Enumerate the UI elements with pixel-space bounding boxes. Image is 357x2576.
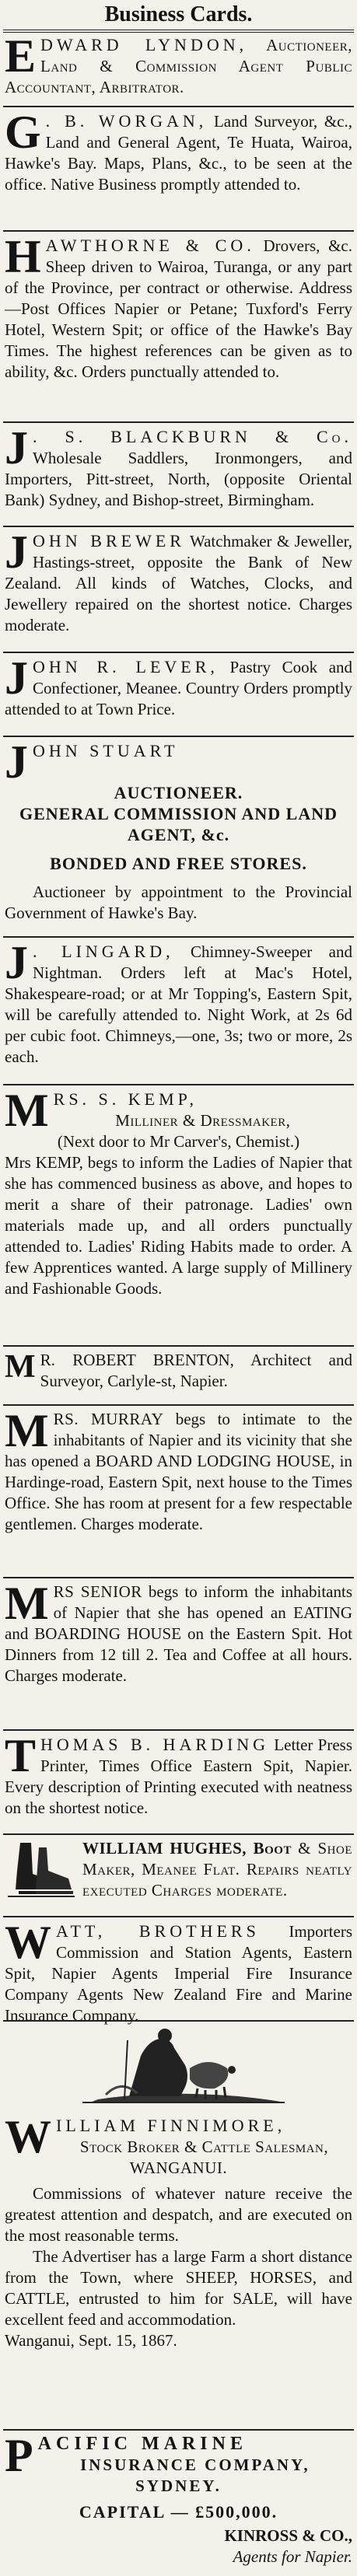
card-body: Drovers, &c. Sheep driven to Wairoa, Turanga, or any part of the Province, per contract or otherwise. Address—Post Offices Napier or Petane; Tuxford's Ferry Hotel, Western Spit; or office of the Hawke's Bay Times. The highest references can be given as to ability, &c. Orders punctually attended to. bbox=[5, 236, 352, 381]
card-agent-role: Agents for Napier. bbox=[233, 2547, 352, 2566]
divider bbox=[3, 230, 354, 232]
card-title-line: GENERAL COMMISSION AND LAND AGENT, &c. bbox=[19, 804, 338, 844]
card-body: Commissions of whatever nature receive the greatest attention and despatch, and are executed on the most reasonable terms. bbox=[5, 2184, 352, 2245]
card-edward-lyndon bbox=[5, 30, 352, 103]
card-heading: RS SENIOR bbox=[53, 1582, 142, 1601]
divider bbox=[3, 1345, 354, 1347]
card-body: & Shoe Maker, Meanee Flat. Repairs neatly executed Charges moderate. bbox=[82, 1839, 353, 1900]
card-john-stuart bbox=[5, 736, 352, 933]
card-body: Auctioneer, Land & Commission Agent Public Accountant, Arbitrator. bbox=[5, 36, 352, 96]
card-title-line: AUCTIONEER. bbox=[114, 783, 243, 802]
card-heading: R. ROBERT BRENTON, Architect bbox=[40, 1351, 312, 1369]
card-dateline: Wanganui, Sept. 15, 1867. bbox=[5, 2331, 177, 2350]
divider bbox=[3, 1729, 354, 1731]
card-heading: . S. BLACKBURN & Co. bbox=[33, 427, 352, 446]
divider bbox=[3, 2020, 354, 2022]
card-heading: OHN R. LEVER, bbox=[33, 657, 219, 676]
drop-cap: H bbox=[5, 231, 41, 282]
drop-cap: T bbox=[5, 1730, 37, 1781]
card-mrs-senior bbox=[5, 1578, 353, 1726]
card-j-s-blackburn bbox=[5, 422, 352, 523]
card-heading: ACIFIC MARINE bbox=[37, 2434, 247, 2454]
card-heading: . LINGARD, bbox=[33, 942, 174, 961]
boot-illustration-icon bbox=[5, 1840, 76, 1899]
drop-cap: J bbox=[5, 652, 28, 704]
card-body: and Surveyor, Carlyle-st, Napier. bbox=[40, 1351, 352, 1390]
drop-cap: E bbox=[5, 30, 37, 82]
card-heading: . B. WORGAN, bbox=[45, 111, 208, 131]
card-heading: ILLIAM FINNIMORE, bbox=[56, 2116, 286, 2135]
card-heading: HOMAS B. HARDING bbox=[40, 1735, 270, 1754]
divider bbox=[3, 736, 354, 737]
card-watt-brothers bbox=[5, 1917, 353, 2025]
card-robert-brenton bbox=[5, 1350, 352, 1401]
divider bbox=[3, 1404, 354, 1406]
divider bbox=[3, 936, 354, 938]
card-mrs-s-kemp bbox=[5, 1085, 352, 1342]
card-trade: Milliner & Dressmaker, bbox=[115, 1111, 291, 1130]
card-capital: CAPITAL — £500,000. bbox=[79, 2502, 278, 2522]
divider bbox=[3, 1916, 354, 1917]
card-mrs-murray bbox=[5, 1405, 352, 1574]
card-title-line: INSURANCE COMPANY, bbox=[80, 2455, 310, 2474]
card-body: begs to inform the inhabitants of Napier that she has opened an EATING and BOARDING HOUSE on the Eastern Spit. Hot Dinners from 12 till 2. Tea and Coffee at all hours. Charges moderate. bbox=[5, 1582, 353, 1685]
card-body: The Advertiser has a large Farm a short distance from the Town, where SHEEP, HORSES, and CATTLE, entrusted to him for SALE, will have excellent feed and accommodation. bbox=[5, 2247, 352, 2329]
card-body: Pastry Cook and Confectioner, Meanee. Country Orders promptly attended to at Town Price. bbox=[5, 658, 353, 718]
card-address: (Next door to Mr Carver's, Chemist.) bbox=[57, 1132, 300, 1151]
card-body: Importers Commission and Station Agents, Eastern Spit, Napier Agents Imperial Fire Insurance Company Agents New Zealand Fire and Marine Insurance Company. bbox=[5, 1922, 353, 2025]
divider bbox=[3, 106, 354, 107]
card-body: Mrs KEMP, begs to inform the Ladies of Napier that she has commenced business as above, and hopes to merit a share of their patronage. Ladies' own materials made up, and all orders punctually attended to. Ladies' Riding Habits made to order. A few Apprentices wanted. A large supply of Millinery and Fashionable Goods. bbox=[5, 1153, 352, 1298]
card-body: begs to intimate to the inhabitants of Napier and its vicinity that she has opened a BOARD AND LODGING HOUSE, in Hardinge-road, Eastern Spit, next house to the Times Office. She has room at present for a few respectable gentlemen. Charges moderate. bbox=[5, 1410, 352, 1533]
divider bbox=[3, 1833, 354, 1835]
card-body: Wholesale Saddlers, Ironmongers, and Importers, Pitt-street, North, (opposite Oriental Bank) Sydney, and Bishop-street, Birmingham. bbox=[5, 449, 352, 509]
card-heading: AWTHORNE & CO. bbox=[45, 236, 255, 255]
card-john-brewer bbox=[5, 526, 352, 648]
card-j-lingard bbox=[5, 937, 352, 1081]
divider bbox=[3, 652, 354, 653]
card-body: Chimney-Sweeper and Nightman. Orders left at Mac's Hotel, Shakespeare-road; or at Mr Topping's, Eastern Spit, will be carefully attended to. Night Work, at 2s 6d per cubic foot. Chimneys,—one, 3s; two or more, 2s each. bbox=[5, 942, 352, 1066]
divider bbox=[3, 1084, 354, 1085]
drop-cap: M bbox=[5, 1405, 49, 1456]
card-john-r-lever bbox=[5, 652, 353, 732]
drop-cap: J bbox=[5, 736, 28, 788]
card-title-line: SYDNEY. bbox=[135, 2476, 222, 2495]
card-hawthorne-co bbox=[5, 231, 352, 418]
drop-cap: J bbox=[5, 422, 28, 474]
card-subheading: BONDED AND FREE STORES. bbox=[50, 854, 307, 873]
card-body: Watchmaker & Jeweller, Hastings-street, opposite the Bank of New Zealand. All kinds of Watches, Clocks, and Jewellery repaired on the shortest notice. Charges moderate. bbox=[5, 532, 352, 634]
page-title: Business Cards. bbox=[104, 2, 253, 26]
drop-cap: M bbox=[5, 1578, 49, 1629]
card-trade: Stock Broker & Cattle Salesman, bbox=[79, 2137, 329, 2156]
card-g-b-worgan bbox=[5, 107, 352, 227]
divider bbox=[3, 421, 354, 423]
card-heading: DWARD LYNDON, bbox=[40, 35, 248, 54]
drop-cap: W bbox=[5, 1917, 51, 1968]
card-heading: RS. MURRAY bbox=[53, 1410, 164, 1428]
sheep-and-shepherd-emblem-icon bbox=[5, 2025, 352, 2110]
card-heading: ATT, BROTHERS bbox=[56, 1921, 260, 1941]
card-heading: OHN STUART bbox=[33, 741, 179, 760]
drop-cap: P bbox=[5, 2430, 33, 2481]
card-agent-name: KINROSS & CO., bbox=[224, 2526, 352, 2545]
card-heading: RS. S. KEMP, bbox=[53, 1089, 198, 1109]
card-body: Auctioneer by appointment to the Provincial Government of Hawke's Bay. bbox=[5, 883, 352, 922]
card-location: WANGANUI. bbox=[129, 2158, 228, 2177]
card-william-finnimore bbox=[5, 2025, 352, 2426]
card-body: Letter Press Printer, Times Office Eastern Spit, Napier. Every description of Printing executed with neatness on the shortest notice. bbox=[5, 1735, 352, 1817]
card-heading: WILLIAM HUGHES, Boot bbox=[82, 1839, 292, 1858]
drop-cap: W bbox=[5, 2111, 51, 2162]
card-pacific-marine-insurance bbox=[5, 2430, 352, 2572]
divider bbox=[3, 526, 354, 527]
drop-cap: J bbox=[5, 937, 28, 988]
drop-cap: M bbox=[5, 1085, 49, 1136]
card-heading: OHN BREWER bbox=[33, 531, 185, 551]
drop-cap: J bbox=[5, 526, 28, 578]
divider bbox=[3, 2429, 354, 2431]
card-body: Land Surveyor, &c., Land and General Agent, Te Huata, Wairoa, Hawke's Bay. Maps, Plans, &c., to be seen at the office. Native Business promptly attended to. bbox=[5, 112, 352, 194]
card-william-hughes bbox=[5, 1838, 352, 1913]
divider bbox=[3, 1577, 354, 1578]
drop-cap: M bbox=[5, 1349, 36, 1385]
card-thomas-b-harding bbox=[5, 1730, 352, 1830]
drop-cap: G bbox=[5, 107, 41, 158]
